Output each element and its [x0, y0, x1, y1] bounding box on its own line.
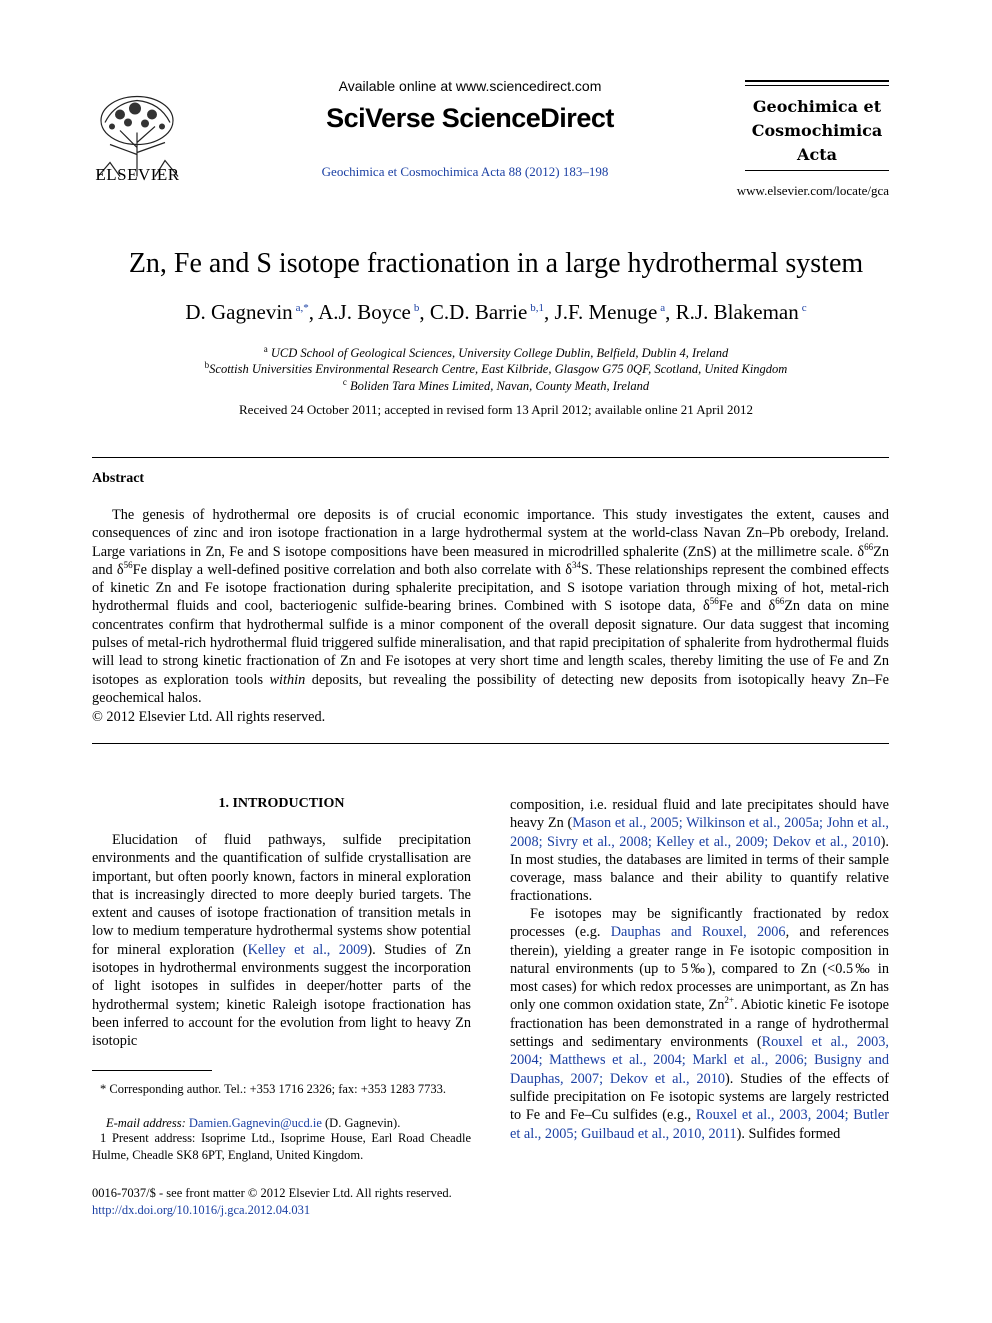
citation-link[interactable]: Mason et al., 2005; Wilkinson et al., 2005a; John et al., 2008; Sivry et al., 2008; Kelley et al., 2009; Dekov et al., 2010: [510, 815, 889, 850]
issn-block: [92, 1185, 452, 1219]
journal-name-block: [745, 95, 889, 167]
journal-name-line-3: Acta: [797, 145, 837, 164]
author-name: J.F. Menuge: [554, 300, 658, 324]
abstract-body: The genesis of hydrothermal ore deposits is of crucial economic importance. This study investigates the extent, causes and consequences of zinc and iron isotope fractionation in a large hydrothermal system at the world-class Navan Zn–Pb orebody, Ireland. Large variations in Zn, Fe and S isotope compositions have been measured in microdrilled sphalerite (ZnS) at the millimetre scale. $\delta^{66}Zn$ and $\delta^{56}Fe$ display a well-defined positive correlation and both also correlate with $\delta^{34}S$. These relationships represent the combined effects of kinetic Zn and Fe isotope fractionation during sphalerite precipitation, and S isotope variation through mixing of hot, metal-rich hydrothermal fluids and cool, bacteriogenic sulfide-bearing brines. Combined with S isotope data, $\delta^{56}Fe$ and $\delta^{66}Zn$ data on mine concentrates confirm that hydrothermal sulfide is a minor component of the overall deposit signature. Our data suggest that incoming pulses of metal-rich hydrothermal fluid triggered sulfide mineralisation, and that rapid precipitation of sphalerite from hydrothermal fluids will lead to strong kinetic fractionation of Zn and Fe isotopes at very short time and length scales, thereby limiting the use of Fe and Zn isotopes as exploration tools within deposits, but revealing the possibility of detecting new deposits from isotopically heavy Zn–Fe geochemical halos.: [92, 507, 890, 706]
author-name: C.D. Barrie: [429, 300, 528, 324]
affiliation-c: [60, 377, 932, 394]
author-separator: ,: [419, 300, 430, 324]
email-suffix: (D. Gagnevin).: [325, 1116, 401, 1130]
sciencedirect-brand: SciVerse ScienceDirect: [326, 103, 614, 133]
abstract-copyright: © 2012 Elsevier Ltd. All rights reserved.: [92, 709, 326, 725]
affiliation-text: Scottish Universities Environmental Research Centre, East Kilbride, Glasgow G75 0QF, Scotland, United Kingdom: [209, 362, 788, 377]
affiliation-marker: c: [342, 377, 347, 387]
journal-name-line-2: Cosmochimica: [751, 121, 883, 140]
doi-link[interactable]: http://dx.doi.org/10.1016/j.gca.2012.04.031: [92, 1203, 311, 1217]
author-affiliation-marker[interactable]: c: [801, 302, 807, 314]
author-affiliation-marker[interactable]: b: [413, 302, 420, 314]
author-separator: ,: [308, 300, 319, 324]
citation-link[interactable]: Rouxel et al., 2003, 2004; Matthews et al., 2004; Markl et al., 2006; Busigny and Dauphas, 2007; Dekov et al., 2010: [510, 1034, 889, 1087]
abstract-bottom-rule: [92, 743, 889, 744]
affiliation-marker: b: [204, 360, 210, 370]
author-list: [60, 300, 932, 325]
abstract-top-rule: [92, 457, 889, 458]
publisher-name: ELSEVIER: [95, 165, 180, 184]
affiliation-marker: a: [263, 344, 268, 354]
section-heading-introduction: 1. INTRODUCTION: [218, 796, 345, 811]
citation-link[interactable]: Rouxel et al., 2003, 2004; Butler et al., 2005; Guilbaud et al., 2010, 2011: [510, 1107, 889, 1142]
journal-reference-link[interactable]: Geochimica et Cosmochimica Acta 88 (2012) 183–198: [321, 164, 609, 179]
author-separator: ,: [544, 300, 555, 324]
intro-paragraph-1-continued: composition, i.e. residual fluid and late precipitates should have heavy Zn (Mason et al., 2005; Wilkinson et al., 2005a; John et al., 2008; Sivry et al., 2008; Kelley et al., 2009; Dekov et al., 2010). In most studies, the databases are limited in terms of their sample coverage, mass balance and their ability to quantify relative fractionations.: [510, 797, 889, 905]
author-affiliation-marker[interactable]: a: [660, 302, 666, 314]
affiliation-b: [60, 360, 932, 377]
intro-paragraph-2: Fe isotopes may be significantly fractionated by redox processes (e.g. Dauphas and Rouxel, 2006, and references therein), yielding a greater range in Fe isotopic composition in natural environments (up to 5‰), compared to Zn (<0.5‰ in most cases) for which redox processes are unimportant, as Zn has only one common oxidation state, $Zn^{2+}$. Abiotic kinetic Fe isotope fractionation has been demonstrated in a range of hydrothermal settings and sedimentary environments (Rouxel et al., 2003, 2004; Matthews et al., 2004; Markl et al., 2006; Busigny and Dauphas, 2007; Dekov et al., 2010). Studies of the effects of sulfide precipitation on Fe isotopic systems are largely restricted to Fe and Fe–Cu sulfides (e.g., Rouxel et al., 2003, 2004; Butler et al., 2005; Guilbaud et al., 2010, 2011). Sulfides formed: [510, 906, 890, 1142]
available-online-text: Available online at www.sciencedirect.com: [338, 78, 602, 94]
footnote-present-address: 1 Present address: Isoprime Ltd., Isoprime House, Earl Road Cheadle Hulme, Cheadle SK8 6PT, England, United Kingdom.: [92, 1131, 471, 1162]
author-name: R.J. Blakeman: [675, 300, 799, 324]
journal-bottom-rule: [745, 170, 889, 171]
footnote-rule: [92, 1070, 212, 1071]
author-affiliation-marker[interactable]: a,*: [295, 302, 309, 314]
article-title: Zn, Fe and S isotope fractionation in a large hydrothermal system: [128, 248, 864, 279]
affiliation-text: UCD School of Geological Sciences, University College Dublin, Belfield, Dublin 4, Ireland: [270, 346, 729, 361]
author-separator: ,: [665, 300, 676, 324]
affiliation-text: Boliden Tara Mines Limited, Navan, County Meath, Ireland: [350, 379, 650, 394]
author-name: D. Gagnevin: [185, 300, 293, 324]
footnote-corresponding: * Corresponding author. Tel.: +353 1716 2326; fax: +353 1283 7733.: [100, 1082, 446, 1096]
affiliation-a: [60, 344, 932, 361]
email-link[interactable]: Damien.Gagnevin@ucd.ie: [188, 1116, 322, 1130]
journal-name-line-1: Geochimica et: [752, 97, 882, 116]
received-dates: Received 24 October 2011; accepted in revised form 13 April 2012; available online 21 April 2012: [239, 402, 753, 417]
author-affiliation-marker[interactable]: b,1: [530, 302, 545, 314]
citation-link[interactable]: Kelley et al., 2009: [247, 941, 368, 958]
author-name: A.J. Boyce: [318, 300, 411, 324]
journal-top-rule: [745, 80, 889, 82]
journal-top-rule-thin: [745, 85, 889, 86]
citation-link[interactable]: Dauphas and Rouxel, 2006: [610, 924, 786, 941]
abstract-heading: Abstract: [92, 471, 145, 486]
journal-url[interactable]: www.elsevier.com/locate/gca: [736, 183, 889, 198]
intro-paragraph-1: Elucidation of fluid pathways, sulfide precipitation environments and the quantification of sulfide crystallisation are important, but often poorly known, factors in mineral exploration that is increasingly directed to more deeply buried targets. The extent and causes of isotope fractionation of transition metals in low to medium temperature hydrothermal systems show potential for mineral exploration (Kelley et al., 2009). Studies of Zn isotopes in hydrothermal environments suggest the incorporation of light isotopes in sulfides in deeper/hotter parts of the hydrothermal system; kinetic Raleigh isotope fractionation has been inferred to account for the evolution from light to heavy Zn isotopic: [92, 832, 471, 1050]
email-label: E-mail address:: [106, 1116, 186, 1130]
issn-line: 0016-7037/$ - see front matter © 2012 Elsevier Ltd. All rights reserved.: [92, 1186, 452, 1200]
